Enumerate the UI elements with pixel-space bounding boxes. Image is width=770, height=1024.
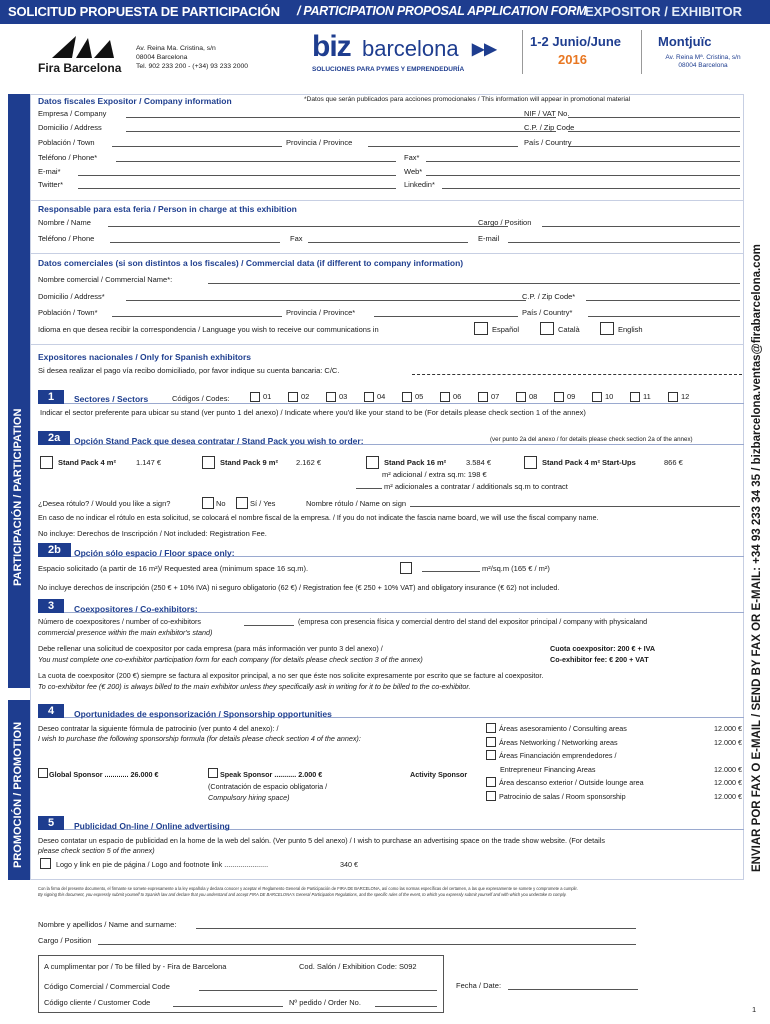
sector-checkbox[interactable] — [630, 392, 640, 402]
sector-checkbox[interactable] — [668, 392, 678, 402]
floor-space-fee: No incluye derechos de inscripción (250 € + 10% IVA) ni seguro obligatorio (62 €) / Registration fee (€ 250 + 10% VAT) and obligatory insurance (€ 62) not included. — [38, 583, 560, 592]
sector-checkbox[interactable] — [326, 392, 336, 402]
email-label: E-mai* — [38, 167, 61, 176]
section-1-header — [38, 390, 744, 404]
sponsor-area-label: Patrocinio de salas / Room sponsorship — [499, 791, 626, 801]
sector-checkbox[interactable] — [516, 392, 526, 402]
legal-text — [38, 886, 748, 898]
sector-checkbox[interactable] — [364, 392, 374, 402]
commercial-zip-label: C.P. / Zip Code* — [522, 292, 576, 301]
floor-sqm-field[interactable] — [422, 563, 480, 572]
sector-checkbox[interactable] — [250, 392, 260, 402]
venue-name: Montjuïc — [658, 34, 712, 49]
sector-code-label: 05 — [415, 392, 424, 401]
pack-9-checkbox[interactable] — [202, 456, 215, 469]
sponsor-area-price: 12.000 € — [714, 778, 742, 787]
town-field[interactable] — [112, 138, 282, 147]
coexhibitor-desc: (empresa con presencia física y comercial dentro del stand del expositor principal / company with physicaland — [298, 617, 648, 626]
send-instructions: ENVIAR POR FAX O E-MAIL / SEND BY FAX OR E-MAIL: +34 93 233 34 35 / bizbarcelona.ventas@firabarcelona.com — [751, 244, 763, 872]
exhibitor-label: EXPOSITOR / EXHIBITOR — [585, 4, 742, 19]
promotion-sidebar — [8, 700, 30, 880]
section-2a-number: 2a — [38, 431, 70, 445]
coexhibitor-billing-en: To co-exhibitor fee (€ 200) is always billed to the main exhibitor unless they specifically ask in writing for it to be billed to the co-exhibitor. — [38, 682, 471, 691]
sector-code-label: 06 — [453, 392, 462, 401]
speak-sponsor-label: Speak Sponsor ........... 2.000 € — [220, 770, 323, 779]
online-ads-text-2: please check section 5 of the annex) — [38, 846, 155, 855]
spanish-checkbox[interactable] — [474, 322, 488, 335]
signature-name-field[interactable] — [196, 920, 636, 929]
company-field[interactable] — [126, 109, 556, 118]
signature-name-label: Nombre y apellidos / Name and surname: — [38, 920, 177, 929]
section-3-title: Coexpositores / Co-exhibitors: — [74, 604, 198, 614]
contact-title: Responsable para esta feria / Person in charge at this exhibition — [38, 204, 297, 214]
promotion-label: PROMOCIÓN / PROMOTION — [12, 721, 24, 868]
sponsor-area-price: 12.000 € — [714, 791, 742, 801]
sponsor-area-label: Áreas Financiación emprendedores / — [499, 751, 617, 760]
contact-position-field[interactable] — [542, 218, 740, 227]
divider — [522, 30, 523, 74]
twitter-field[interactable] — [78, 180, 396, 189]
contact-fax-label: Fax — [290, 234, 303, 243]
venue-address — [648, 54, 758, 70]
english-checkbox[interactable] — [600, 322, 614, 335]
sector-code-01 — [250, 392, 271, 402]
town-label: Población / Town — [38, 138, 95, 147]
section-2a-note: (ver punto 2a del anexo / for details please check section 2a of the annex) — [490, 436, 693, 443]
section-5-number: 5 — [38, 816, 64, 830]
speak-sponsor-checkbox[interactable] — [208, 768, 218, 778]
contact-fax-field[interactable] — [308, 234, 468, 243]
commercial-address-label: Domicilio / Address* — [38, 292, 105, 301]
pack-4-checkbox[interactable] — [40, 456, 53, 469]
contact-email-field[interactable] — [508, 234, 740, 243]
logo-link-label: Logo y link en pie de página / Logo and footnote link ...................... — [56, 860, 269, 869]
sector-code-label: 07 — [491, 392, 500, 401]
participation-label: PARTICIPACIÓN / PARTICIPATION — [12, 408, 24, 586]
logo-link-price: 340 € — [340, 860, 358, 869]
commercial-name-label: Nombre comercial / Commercial Name*: — [38, 275, 173, 284]
web-label: Web* — [404, 167, 423, 176]
sector-checkbox[interactable] — [288, 392, 298, 402]
english-label: English — [618, 325, 643, 334]
sponsor-area-checkbox[interactable] — [486, 750, 496, 760]
pack-startup-checkbox[interactable] — [524, 456, 537, 469]
event-dates: 1-2 Junio/June — [530, 34, 622, 49]
section-1-title: Sectores / Sectors — [74, 394, 149, 404]
commercial-province-label: Provincia / Province* — [286, 308, 356, 317]
pack-9-label: Stand Pack 9 m² — [220, 458, 278, 467]
not-included-note: No incluye: Derechos de Inscripción / Not included: Registration Fee. — [38, 529, 267, 538]
language-label: Idioma en que desea recibir la correspondencia / Language you wish to receive our communications in — [38, 325, 379, 334]
contact-name-field[interactable] — [108, 218, 508, 227]
date-label: Fecha / Date: — [456, 981, 502, 990]
pack-16-label: Stand Pack 16 m² — [384, 458, 447, 467]
activity-sponsor-label: Activity Sponsor — [410, 770, 468, 779]
section-2b-header — [38, 543, 744, 557]
global-sponsor-checkbox[interactable] — [38, 768, 48, 778]
floor-space-price: m²/sq.m (165 € / m²) — [482, 564, 550, 573]
codes-label: Códigos / Codes: — [172, 394, 230, 403]
speak-note-es: (Contratación de espacio obligatoria / — [208, 782, 328, 791]
header-bar — [0, 0, 770, 24]
commercial-country-field[interactable] — [588, 308, 740, 317]
commercial-town-field[interactable] — [112, 308, 282, 317]
sponsor-area-label: Área descanso exterior / Outside lounge area — [499, 778, 644, 787]
province-label: Provincia / Province — [286, 138, 353, 147]
zip-label: C.P. / Zip Code — [524, 123, 575, 132]
commercial-title: Datos comerciales (si son distintos a los fiscales) / Commercial data (if different to company information) — [38, 258, 464, 268]
coexhibitor-form-en: You must complete one co-exhibitor participation form for each company (for details please check section 3 of the annex) — [38, 655, 423, 664]
fira-address — [136, 44, 248, 71]
pack-4-price: 1.147 € — [136, 458, 162, 467]
send-sidebar — [748, 94, 770, 884]
sign-yes-checkbox[interactable] — [236, 497, 248, 509]
commercial-town-label: Población / Town* — [38, 308, 98, 317]
sector-checkbox[interactable] — [554, 392, 564, 402]
fax-label: Fax* — [404, 153, 420, 162]
country-label: País / Country — [524, 138, 572, 147]
speak-note-en: Compulsory hiring space) — [208, 793, 290, 802]
pack-16-checkbox[interactable] — [366, 456, 379, 469]
sign-no-label: No — [216, 499, 226, 508]
office-box — [38, 955, 444, 1013]
sector-code-label: 02 — [301, 392, 310, 401]
coexhibitor-desc-en: commercial presence within the main exhibitor's stand) — [38, 628, 213, 637]
sector-code-11 — [630, 392, 651, 402]
twitter-label: Twitter* — [38, 180, 64, 189]
contact-phone-field[interactable] — [110, 234, 280, 243]
section-2b-number: 2b — [38, 543, 71, 557]
sector-code-10 — [592, 392, 613, 402]
sponsor-area-price: 12.000 € — [714, 764, 742, 774]
biz-text: biz — [312, 30, 351, 63]
fiscal-fields — [38, 109, 742, 194]
sector-code-09 — [554, 392, 575, 402]
fira-leaf-icon — [48, 34, 118, 60]
contact-position-label: Cargo / Position — [478, 218, 532, 227]
biz-tagline: SOLUCIONES PARA PYMES Y EMPRENDEDURÍA — [312, 66, 465, 73]
commercial-province-field[interactable] — [374, 308, 518, 317]
sponsor-area-checkbox[interactable] — [486, 723, 496, 733]
section-2a-header — [38, 431, 744, 445]
sponsor-area-label: Áreas asesoramiento / Consulting areas — [499, 724, 627, 733]
divider — [30, 344, 744, 345]
pack-9-price: 2.162 € — [296, 458, 322, 467]
venue-address-1: Av. Reina Mª. Cristina, s/n — [665, 54, 741, 61]
extra-sqm-field[interactable] — [356, 480, 382, 489]
signature-position-field[interactable] — [98, 936, 636, 945]
commercial-code-field[interactable] — [199, 982, 437, 991]
coexhibitor-billing-es: La cuota de coexpositor (200 €) siempre se factura al expositor principal, a no ser que éste nos solicite expresamente por escrito que se facture al coexpositor. — [38, 671, 544, 680]
sector-code-04 — [364, 392, 385, 402]
fiscal-note: *Datos que serán publicados para acciones promocionales / This information will appear in promotional material — [304, 96, 631, 103]
linkedin-field[interactable] — [442, 180, 740, 189]
catalan-checkbox[interactable] — [540, 322, 554, 335]
section-4-header — [38, 704, 744, 718]
coexhibitor-fee-es: Cuota coexpositor: 200 € + IVA — [550, 644, 656, 653]
sector-code-05 — [402, 392, 423, 402]
contact-phone-label: Teléfono / Phone — [38, 234, 95, 243]
section-2b-title: Opción sólo espacio / Floor space only: — [74, 548, 235, 558]
commercial-code-label: Código Comercial / Commercial Code — [44, 982, 170, 991]
sector-code-label: 10 — [605, 392, 614, 401]
form-title-en: / PARTICIPATION PROPOSAL APPLICATION FORM — [297, 4, 587, 18]
sponsor-area-price: 12.000 € — [714, 737, 742, 747]
event-year: 2016 — [558, 52, 587, 67]
section-1-number: 1 — [38, 390, 64, 404]
sign-name-label: Nombre rótulo / Name on sign — [306, 499, 407, 508]
sector-code-12 — [668, 392, 689, 402]
play-arrows-icon: ▶▶ — [472, 41, 497, 58]
sector-code-06 — [440, 392, 461, 402]
sign-note: En caso de no indicar el rótulo en esta solicitud, se colocará el nombre fiscal de la empresa. / If you do not indicate the fascia name board, we will use the fiscal company name. — [38, 513, 599, 522]
order-no-field[interactable] — [375, 998, 437, 1007]
contact-fields — [38, 218, 742, 248]
stand-packs — [38, 454, 742, 494]
floor-space — [38, 562, 742, 596]
contact-email-label: E-mail — [478, 234, 500, 243]
catalan-label: Català — [558, 325, 580, 334]
section-5-header — [38, 816, 744, 830]
country-field[interactable] — [568, 138, 740, 147]
sponsor-area-price: 12.000 € — [714, 724, 742, 733]
sponsor-area-checkbox[interactable] — [486, 737, 496, 747]
section-3-number: 3 — [38, 599, 64, 613]
customer-code-field[interactable] — [173, 998, 283, 1007]
bank-label: Si desea realizar el pago vía recibo domiciliado, por favor indique su cuenta bancaria: C/C. — [38, 366, 340, 375]
sponsor-area-label: Áreas Networking / Networking areas — [499, 737, 618, 747]
floor-space-label: Espacio solicitado (a partir de 16 m²)/ Requested area (minimum space 16 sq.m). — [38, 564, 309, 573]
sector-checkbox[interactable] — [592, 392, 602, 402]
sector-code-07 — [478, 392, 499, 402]
sign-no-checkbox[interactable] — [202, 497, 214, 509]
form-title-es: SOLICITUD PROPUESTA DE PARTICIPACIÓN — [8, 4, 280, 19]
spanish-label: Español — [492, 325, 520, 334]
section-1-text: Indicar el sector preferente para ubicar su stand (ver punto 1 del anexo) / Indicate where you'd like your stand to be (For details please check section 1 of the annex) — [40, 408, 586, 417]
order-no-label: Nº pedido / Order No. — [289, 998, 361, 1007]
pack-16-price: 3.584 € — [466, 458, 492, 467]
section-5-title: Publicidad On-line / Online advertising — [74, 821, 230, 831]
coexhibitor-count-label: Número de coexpositores / number of co-exhibitors — [38, 617, 201, 626]
legal-text-en: By signing this document, you expressly submit yourself to Spanish law and declare that you understand and accept FIRA DE BARCELONA's General Participation Regulations, and the specific rules of the event, to which you expressly submit yourself and with which you undertake to comply. — [38, 892, 567, 897]
sponsor-area-checkbox[interactable] — [486, 777, 496, 787]
coexhibitor-form-es: Debe rellenar una solicitud de coexpositor por cada empresa (para más información ver punto 3 del anexo) / — [38, 644, 383, 653]
sector-checkbox[interactable] — [478, 392, 488, 402]
commercial-country-label: País / Country* — [522, 308, 573, 317]
section-3-header — [38, 599, 744, 613]
coexhibitor-fee-en: Co-exhibitor fee: € 200 + VAT — [550, 655, 649, 664]
email-field[interactable] — [78, 167, 396, 176]
pack-startup-label: Stand Pack 4 m² Start-Ups — [542, 458, 636, 467]
bank-account-field[interactable] — [412, 366, 742, 375]
sign-yes-label: Sí / Yes — [250, 499, 276, 508]
sector-checkbox[interactable] — [440, 392, 450, 402]
floor-space-checkbox[interactable] — [400, 562, 412, 574]
divider — [30, 200, 744, 201]
sector-code-03 — [326, 392, 347, 402]
fira-name: Fira Barcelona — [38, 61, 122, 75]
participation-sidebar — [8, 94, 30, 688]
exhibition-code: Cod. Salón / Exhibition Code: S092 — [299, 962, 417, 971]
coexhibitor-count-field[interactable] — [244, 617, 294, 626]
phone-label: Teléfono / Phone* — [38, 153, 98, 162]
sector-code-label: 03 — [339, 392, 348, 401]
pack-16-extra: m² adicional / extra sq.m: 198 € — [382, 470, 487, 479]
sector-code-label: 09 — [567, 392, 576, 401]
sector-code-02 — [288, 392, 309, 402]
sign-options — [38, 497, 742, 541]
divider — [30, 253, 744, 254]
pack-startup-price: 866 € — [664, 458, 683, 467]
address-line-2: 08004 Barcelona — [136, 54, 188, 61]
company-label: Empresa / Company — [38, 109, 107, 118]
section-4-title: Oportunidades de esponsorización / Sponsorship opportunities — [74, 709, 332, 719]
logo-link-checkbox[interactable] — [40, 858, 51, 869]
office-fill-label: A cumplimentar por / To be filled by - Fira de Barcelona — [44, 962, 227, 971]
sponsorship-line-en: I wish to purchase the following sponsorship formula (for details please check section 4 of the annex): — [38, 734, 361, 743]
customer-code-label: Código cliente / Customer Code — [44, 998, 151, 1007]
global-sponsor-label: Global Sponsor ............ 26.000 € — [49, 770, 159, 779]
online-ads — [38, 836, 742, 876]
sign-name-field[interactable] — [410, 498, 740, 507]
date-field[interactable] — [508, 981, 638, 990]
sponsorship-line-es: Deseo contratar la siguiente fórmula de patrocinio (ver punto 4 del anexo): / — [38, 724, 279, 733]
commercial-name-field[interactable] — [208, 275, 740, 284]
signature-position-label: Cargo / Position — [38, 936, 92, 945]
barcelona-text: barcelona — [362, 36, 459, 61]
sponsor-area-checkbox[interactable] — [486, 791, 496, 801]
zip-field[interactable] — [568, 123, 740, 132]
contact-name-label: Nombre / Name — [38, 218, 91, 227]
bizbarcelona-logo — [310, 30, 510, 76]
sponsor-area-label: Entrepreneur Financing Areas — [500, 764, 596, 774]
pack-16-additional: m² adicionales a contratar / additionals sq.m to contract — [384, 482, 568, 491]
divider — [641, 30, 642, 74]
sector-checkbox[interactable] — [402, 392, 412, 402]
sector-code-label: 04 — [377, 392, 386, 401]
pack-4-label: Stand Pack 4 m² — [58, 458, 116, 467]
sector-code-08 — [516, 392, 537, 402]
address-field[interactable] — [126, 123, 556, 132]
vat-field[interactable] — [568, 109, 740, 118]
online-ads-text: Deseo contatar un espacio de publicidad en la home de la web del salón. (Ver punto 5 del anexo) / I wish to purchase an advertising space on the trade show website. (For details — [38, 836, 605, 845]
province-field[interactable] — [368, 138, 518, 147]
legal-text-es: Con la firma del presente documento, el firmante se somete expresamente a la ley española y declara conocer y aceptar el Reglamento General de Participación de FIRA DE BARCELONA, así como las normas específicas del certamen, a las que expresamente se somete y compromete a cumplir. — [38, 886, 578, 891]
sector-code-label: 08 — [529, 392, 538, 401]
vat-label: NIF / VAT No. — [524, 109, 570, 118]
commercial-address-field[interactable] — [126, 292, 526, 301]
fax-field[interactable] — [426, 153, 740, 162]
web-field[interactable] — [426, 167, 740, 176]
commercial-zip-field[interactable] — [586, 292, 740, 301]
linkedin-label: Linkedin* — [404, 180, 435, 189]
sponsorship — [38, 724, 742, 810]
commercial-fields — [38, 275, 742, 339]
address-line-1: Av. Reina Ma. Cristina, s/n — [136, 45, 216, 52]
sector-code-label: 11 — [643, 392, 651, 401]
venue-address-2: 08004 Barcelona — [678, 62, 728, 69]
section-4-number: 4 — [38, 704, 64, 718]
fira-logo — [38, 34, 128, 74]
page-number: 1 — [752, 1005, 757, 1014]
fiscal-title: Datos fiscales Expositor / Company information — [38, 96, 232, 106]
sector-code-label: 12 — [681, 392, 690, 401]
section-2a-title: Opción Stand Pack que desea contratar / Stand Pack you wish to order: — [74, 436, 364, 446]
sector-code-label: 01 — [263, 392, 272, 401]
phone-field[interactable] — [116, 153, 396, 162]
phone-line: Tel. 902 233 200 - (+34) 93 233 2000 — [136, 63, 249, 70]
coexhibitors — [38, 617, 742, 697]
sign-question: ¿Desea rótulo? / Would you like a sign? — [38, 499, 171, 508]
national-title: Expositores nacionales / Only for Spanish exhibitors — [38, 352, 252, 362]
address-label: Domicilio / Address — [38, 123, 102, 132]
